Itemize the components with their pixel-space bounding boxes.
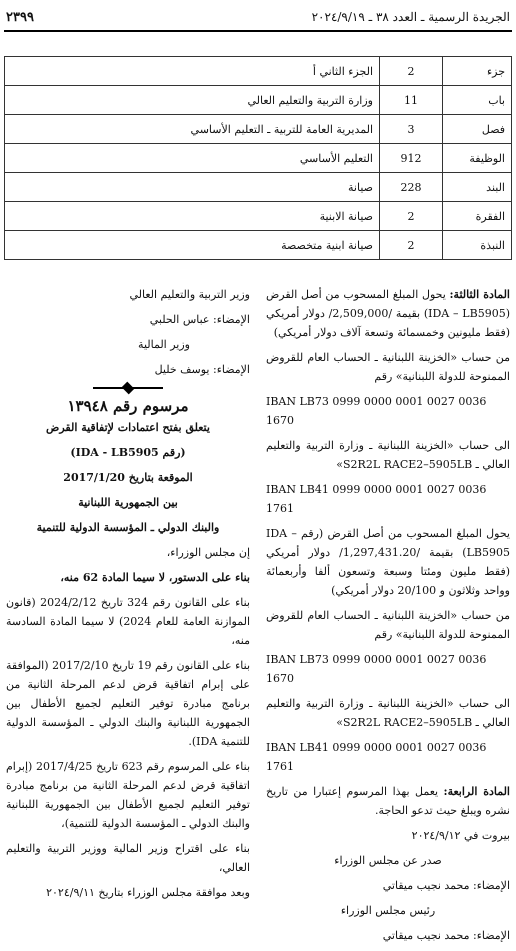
transfer-2: يحول المبلغ المسحوب من أصل القرض (رقم IDA – LB5905) بقيمة /1,297,431.20/ دولار أمريكي (فقط مليون ومئتا وسبعة وتسعون ألفا وأربعمائة وواحد وثلاثون و 20/100 دولار أمريكي) (266, 527, 510, 597)
table-cell-num: 2 (380, 202, 443, 231)
article-4-text: يعمل بهذا المرسوم إعتبارا من تاريخ نشره ويبلغ حيث تدعو الحاجة. (266, 785, 510, 817)
table-cell-val: التعليم الأساسي (5, 144, 380, 173)
table-cell-key: الوظيفة (443, 144, 512, 173)
header-rule (4, 30, 512, 32)
decree-subject-5: والبنك الدولي ـ المؤسسة الدولية للتنمية (36, 521, 220, 534)
table-cell-num: 2 (380, 57, 443, 86)
iban-1: IBAN LB73 0999 0000 0001 0027 0036 1670 (266, 395, 487, 427)
table-cell-val: المديرية العامة للتربية ـ التعليم الأساسي (5, 115, 380, 144)
table-cell-key: باب (443, 86, 512, 115)
basis-law-19: بناء على القانون رقم 19 تاريخ 2017/2/10 (الموافقة على إبرام اتفاقية قرض لدعم المرحلة الثانية من برنامج مبادرة توفير التعليم لجميع الأطفال بين الجمهورية اللبنانية والبنك الدولي ـ المؤسسة الدولية للتنمية IDA). (6, 659, 251, 748)
to-account-2: الى حساب «الخزينة اللبنانية ـ وزارة التربية والتعليم العالي ـ S2R2L RACE2–5905LB» (266, 697, 510, 729)
council-intro: إن مجلس الوزراء، (166, 546, 250, 559)
minister-education-signature: الإمضاء: عباس الحلبي (149, 313, 250, 326)
minister-finance: وزير المالية (138, 338, 190, 351)
right-column (266, 285, 510, 951)
basis-decree-623: بناء على المرسوم رقم 623 تاريخ 2017/4/25 (إبرام اتفاقية قرض لدعم المرحلة الثانية من برنامج مبادرة توفير التعليم لجميع الأطفال بين الجمهورية اللبنانية والبنك الدولي ـ المؤسسة الدولية للتنمية)، (6, 760, 251, 830)
journal-title: الجريدة الرسمية ـ العدد ٣٨ ـ ٢٠٢٤/٩/١٩ (311, 10, 510, 24)
decree-subject-1: يتعلق بفتح اعتمادات لإتفاقية القرض (46, 421, 210, 434)
iban-3: IBAN LB73 0999 0000 0001 0027 0036 1670 (266, 653, 487, 685)
from-account-2: من حساب «الخزينة اللبنانية ـ الحساب العام للقروض الممنوحة للدولة اللبنانية» رقم (266, 609, 510, 641)
table-cell-key: النبذة (443, 231, 512, 260)
divider-ornament (93, 387, 163, 389)
left-column (6, 285, 250, 908)
issued-by: صدر عن مجلس الوزراء (334, 854, 442, 867)
article-3 (266, 285, 510, 342)
page-header (6, 8, 510, 26)
table-cell-key: البند (443, 173, 512, 202)
table-cell-val: وزارة التربية والتعليم العالي (5, 86, 380, 115)
minister-education: وزير التربية والتعليم العالي (129, 288, 250, 301)
table-cell-num: 912 (380, 144, 443, 173)
article-3-title: المادة الثالثة: (449, 288, 510, 301)
decree-subject-2: (رقم IDA - LB5905) (70, 446, 186, 459)
table-row (5, 86, 512, 115)
table-cell-num: 3 (380, 115, 443, 144)
article-3-text: يحول المبلغ المسحوب من أصل القرض (IDA – LB5905) بقيمة /2,509,000/ دولار أمريكي (فقط مليونين وخمسمائة وتسعة آلاف دولار أمريكي) (266, 288, 510, 339)
table-cell-key: جزء (443, 57, 512, 86)
decree-subject-3: الموقعة بتاريخ 2017/1/20 (63, 471, 193, 484)
pm-signature-2: الإمضاء: محمد نجيب ميقاتي (382, 929, 510, 942)
minister-finance-signature: الإمضاء: يوسف خليل (154, 363, 250, 376)
table-row (5, 173, 512, 202)
table-cell-num: 228 (380, 173, 443, 202)
decree-subject-4: بين الجمهورية اللبنانية (78, 496, 178, 509)
basis-proposal: بناء على اقتراح وزير المالية ووزير التربية والتعليم العالي، (6, 842, 250, 874)
table-cell-val: صيانة (5, 173, 380, 202)
table-row (5, 231, 512, 260)
article-4-title: المادة الرابعة: (443, 785, 510, 798)
table-cell-key: الفقرة (443, 202, 512, 231)
basis-law-324: بناء على القانون رقم 324 تاريخ 2024/2/12 (قانون الموازنة العامة للعام 2024) لا سيما المادة السادسة منه، (6, 596, 250, 647)
pm-title: رئيس مجلس الوزراء (340, 904, 436, 917)
decree-number: مرسوم رقم ١٣٩٤٨ (67, 397, 189, 415)
page-number: ٢٣٩٩ (6, 9, 34, 25)
table-row (5, 115, 512, 144)
table-cell-num: 11 (380, 86, 443, 115)
basis-approval: وبعد موافقة مجلس الوزراء بتاريخ ٢٠٢٤/٩/١١ (46, 886, 250, 899)
iban-2: IBAN LB41 0999 0000 0001 0027 0036 1761 (266, 483, 487, 515)
table-cell-val: الجزء الثاني أ (5, 57, 380, 86)
table-cell-val: صيانة الابنية (5, 202, 380, 231)
from-account-1: من حساب «الخزينة اللبنانية ـ الحساب العام للقروض الممنوحة للدولة اللبنانية» رقم (266, 351, 510, 383)
to-account-1: الى حساب «الخزينة اللبنانية ـ وزارة التربية والتعليم العالي ـ S2R2L RACE2–5905LB» (266, 439, 510, 471)
place-date: بيروت في ٢٠٢٤/٩/١٢ (411, 829, 510, 842)
table-cell-key: فصل (443, 115, 512, 144)
article-4 (266, 782, 510, 820)
constitution-basis: بناء على الدستور، لا سيما المادة 62 منه، (60, 571, 250, 584)
table-row (5, 57, 512, 86)
pm-signature-1: الإمضاء: محمد نجيب ميقاتي (382, 879, 510, 892)
table-row (5, 144, 512, 173)
table-row (5, 202, 512, 231)
table-cell-val: صيانة ابنية متخصصة (5, 231, 380, 260)
iban-4: IBAN LB41 0999 0000 0001 0027 0036 1761 (266, 741, 487, 773)
budget-table (4, 56, 512, 260)
table-cell-num: 2 (380, 231, 443, 260)
